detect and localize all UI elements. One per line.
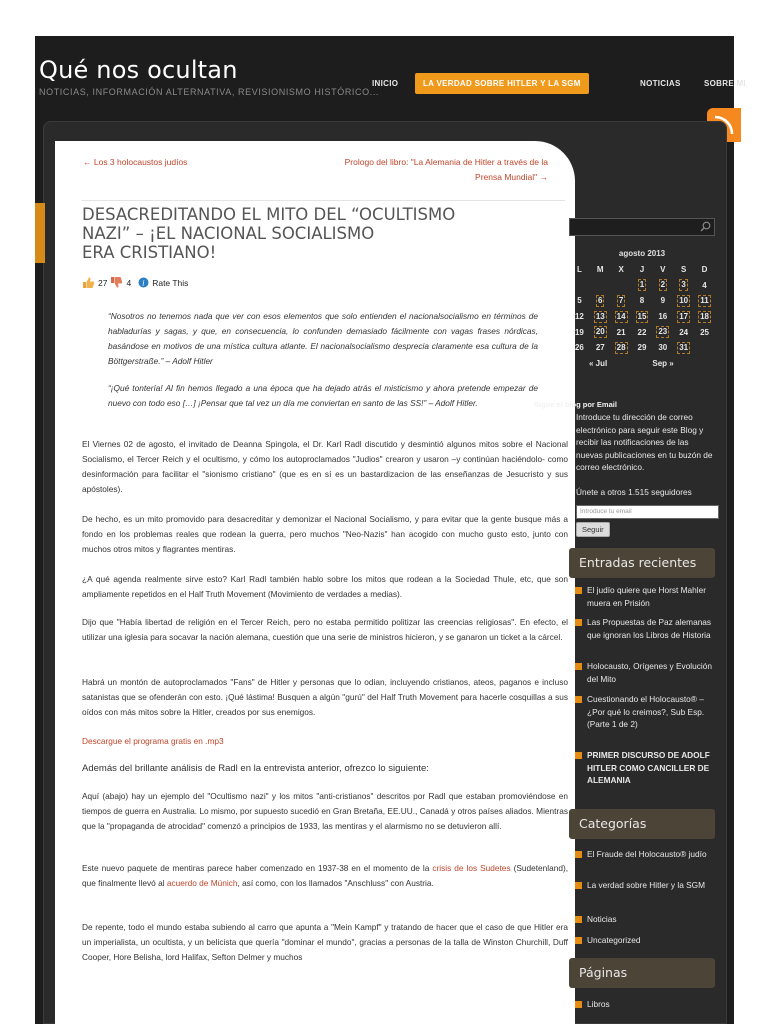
bullet-icon bbox=[575, 619, 582, 626]
recent-post-link[interactable]: Cuestionando el Holocausto® – ¿Por qué lo creimos?, Sub Esp. (Parte 1 de 2) bbox=[587, 694, 705, 729]
calendar-day-number: 27 bbox=[595, 343, 605, 353]
sudetes-crisis-link[interactable]: crisis de los Sudetes bbox=[432, 863, 511, 873]
paragraph-8-end: , así como, con los llamados "Anschluss" con Austria. bbox=[237, 878, 434, 888]
panel-tab-decoration bbox=[35, 203, 45, 263]
rate-this-link[interactable]: Rate This bbox=[152, 277, 189, 288]
calendar-day-link[interactable]: 10 bbox=[679, 295, 689, 305]
hitler-quote-1: “Nosotros no tenemos nada que ver con esos elementos que solo entienden el nacionalsocialismo en términos de habladurías y sagas, y que, en consecuencia, lo confunden demasiado fácilmente con vagas frases nórdicas, basándose en motivos de una mística cultura atlante. El nacionalsocialismo desprecia claramente esa cultura de la Böttgerstraße.” – Adolf Hitler bbox=[108, 311, 538, 366]
calendar-day[interactable] bbox=[673, 340, 694, 356]
site-title[interactable]: Qué nos ocultan bbox=[39, 56, 238, 84]
calendar-day bbox=[569, 309, 590, 325]
bullet-icon bbox=[575, 916, 582, 923]
paragraph-3: ¿A qué agenda realmente sirve esto? Karl Radl también hablo sobre los mitos que rodean a la Sociedad Thule, etc, que son ampliamente repetidos en el Half Truth Movement (Movimiento de verdades a medias). bbox=[82, 574, 568, 599]
paragraph-8-start: Este nuevo paquete de mentiras parece haber comenzado en 1937-38 en el momento de la bbox=[82, 863, 433, 873]
category-link[interactable]: El Fraude del Holocausto® judío bbox=[587, 849, 707, 859]
nav-verdad-hitler[interactable]: LA VERDAD SOBRE HITLER Y LA SGM bbox=[415, 73, 589, 94]
calendar-day bbox=[569, 278, 590, 294]
calendar-day[interactable] bbox=[611, 293, 632, 309]
calendar-day-link[interactable]: 14 bbox=[616, 311, 626, 321]
paragraph-7: Aquí (abajo) hay un ejemplo del "Ocultismo nazi" y los mitos "anti-cristianos" descritos por Radl que estaban promoviéndose en tiempos de guerra en Australia. Lo mismo, por supuesto sucedió en Gran Bretaña, EE.UU., Canadá y otros países aliados. Mientras que la "propaganda de atrocidad" comenzó a principios de 1933, las mentiras y el alarmismo no se detuvieron allí. bbox=[82, 791, 568, 831]
paragraph-8-middle: (Sudetenland), que finalmente llevó al bbox=[82, 863, 569, 888]
search-icon[interactable] bbox=[700, 221, 711, 232]
paragraph-8 bbox=[82, 861, 568, 891]
calendar-day-link[interactable]: 11 bbox=[700, 295, 709, 305]
nav-inicio[interactable]: INICIO bbox=[372, 79, 399, 88]
calendar-day-link[interactable]: 15 bbox=[637, 311, 647, 321]
calendar-next-month[interactable]: Sep » bbox=[652, 358, 674, 368]
calendar-day[interactable] bbox=[632, 278, 653, 294]
category-link[interactable]: La verdad sobre Hitler y la SGM bbox=[587, 880, 706, 890]
calendar-day-link[interactable]: 3 bbox=[681, 280, 686, 290]
calendar-day-number: 29 bbox=[637, 343, 647, 353]
calendar-day-number: 25 bbox=[700, 327, 709, 337]
post-title-line2: NAZI” – ¡EL NACIONAL SOCIALISMO bbox=[82, 224, 375, 243]
calendar-day-number: 16 bbox=[658, 312, 668, 322]
munich-agreement-link[interactable]: acuerdo de Múnich bbox=[166, 878, 238, 888]
calendar-day bbox=[652, 340, 673, 356]
calendar-day-link[interactable]: 23 bbox=[658, 327, 668, 337]
calendar-day bbox=[632, 324, 653, 340]
calendar-spacer bbox=[632, 356, 653, 372]
list-item[interactable] bbox=[575, 848, 713, 874]
calendar-day[interactable] bbox=[673, 278, 694, 294]
recent-post-link[interactable]: El judío quiere que Horst Mahler muera en Prisión bbox=[587, 585, 706, 608]
categories-list bbox=[575, 848, 713, 947]
paragraph-1: El Viernes 02 de agosto, el invitado de Deanna Spingola, el Dr. Karl Radl discutido y desmintió algunos mitos sobre el Nacional Socialismo, el Tercer Reich y el ocultismo, y cómo los autoproclamados "Judios" crearon y usaron –y continúan haciéndolo- como desinformación para facilitar el "sionismo cristiano" (que es en sí es un bastardizacion de las enseñanzas de Jesucristo y sus apóstoles). bbox=[82, 439, 568, 494]
recent-post-link[interactable]: PRIMER DISCURSO DE ADOLF HITLER COMO CANCILLER DE ALEMANIA bbox=[587, 750, 710, 785]
calendar-day[interactable] bbox=[590, 324, 611, 340]
site-description: NOTICIAS, INFORMACIÓN ALTERNATIVA, REVISIONISMO HISTÓRICO... bbox=[39, 87, 380, 97]
dislikes-count: 4 bbox=[126, 277, 132, 288]
recent-post-link[interactable]: Las Propuestas de Paz alemanas que ignoran los Libros de Historia bbox=[587, 617, 712, 640]
paragraph-9: De repente, todo el mundo estaba subiendo al carro que apunta a "Mein Kampf" y tratando de hacer que el caso de que Hitler era un imperialista, un ocultista, y un belicista que quería "dominar el mundo", gracias a personas de la talla de Winston Churchill, Duff Cooper, Hore Belisha, lord Halifax, Sefton Delmer y muchos bbox=[82, 922, 568, 962]
calendar-day[interactable] bbox=[611, 309, 632, 325]
calendar-day-link[interactable]: 17 bbox=[679, 311, 689, 321]
calendar-day[interactable] bbox=[673, 293, 694, 309]
next-post-line1: Prologo del libro: "La Alemania de Hitler a través de la bbox=[344, 157, 548, 167]
calendar-day-link[interactable]: 31 bbox=[679, 342, 689, 352]
site-frame bbox=[35, 36, 746, 1024]
svg-text:i: i bbox=[142, 278, 145, 288]
list-item[interactable] bbox=[575, 879, 713, 905]
calendar-day bbox=[694, 324, 715, 340]
list-item[interactable] bbox=[575, 934, 713, 947]
hitler-quote-2: “¡Qué tontería! Al fin hemos llegado a una época que ha dejado atrás el misticismo y ahora pretende empezar de nuevo con todo eso […] ¡Pensar que tal vez un día me conviertan en santo de las SS!” – Adolf Hitler. bbox=[108, 383, 538, 408]
calendar-day bbox=[569, 324, 590, 340]
bullet-icon bbox=[575, 587, 582, 594]
bullet-icon bbox=[575, 851, 582, 858]
calendar-weekday: M bbox=[596, 265, 604, 275]
bullet-icon bbox=[575, 1001, 582, 1008]
calendar-day[interactable] bbox=[652, 278, 673, 294]
list-item[interactable] bbox=[575, 998, 713, 1011]
category-link[interactable]: Uncategorized bbox=[587, 935, 641, 945]
calendar-day-number: 8 bbox=[639, 296, 645, 306]
calendar-day bbox=[569, 293, 590, 309]
calendar-day[interactable] bbox=[673, 309, 694, 325]
calendar-day bbox=[673, 324, 694, 340]
list-item[interactable] bbox=[575, 693, 713, 743]
calendar-day bbox=[590, 278, 611, 294]
calendar-weekday: V bbox=[660, 265, 666, 275]
post-title-line1: DESACREDITANDO EL MITO DEL “OCULTISMO bbox=[82, 205, 456, 224]
calendar-day[interactable] bbox=[694, 309, 715, 325]
calendar-day-number: 9 bbox=[660, 296, 666, 306]
calendar-day bbox=[611, 324, 632, 340]
bullet-icon bbox=[575, 663, 582, 670]
calendar-day[interactable] bbox=[590, 309, 611, 325]
category-link[interactable]: Noticias bbox=[587, 914, 617, 924]
calendar-day-link[interactable]: 20 bbox=[595, 327, 605, 337]
calendar-day-number: 4 bbox=[702, 280, 707, 290]
list-item[interactable] bbox=[575, 584, 713, 610]
paragraph-4: Dijo que "Había libertad de religión en el Tercer Reich, pero no estaba permitido politizar las creencias religiosas". En efecto, el utilizar una iglesia para socavar la nación alemana, cuestión que una serie de ministros hicieron, y se ganaron un ticket a la cárcel. bbox=[82, 617, 568, 642]
categories-title: Categorías bbox=[569, 809, 715, 839]
calendar-day[interactable] bbox=[611, 340, 632, 356]
calendar-day-link[interactable]: 6 bbox=[598, 295, 603, 305]
thumbs-up-icon[interactable] bbox=[82, 276, 95, 289]
list-item[interactable] bbox=[575, 660, 713, 686]
follow-button[interactable]: Seguir bbox=[576, 522, 610, 537]
prev-post-link[interactable]: ← Los 3 holocaustos judíos bbox=[83, 157, 188, 167]
calendar-day-link[interactable]: 1 bbox=[639, 280, 645, 290]
bullet-icon bbox=[575, 937, 582, 944]
nav-sobre-mi[interactable]: SOBRE MI bbox=[704, 79, 746, 88]
paragraph-5: Habrá un montón de autoproclamados "Fans" de Hitler y personas que lo odian, incluyendo cristianos, ateos, paganos e incluso satanistas que se ofenderán con esto. ¡Qué lástima! Busquen a algún "gurú" del Half Truth Movement para hacerle cosquillas a sus oídos con más mitos sobre la Hitler, creados por sus enemigos. bbox=[82, 677, 568, 717]
calendar-caption: agosto 2013 bbox=[618, 249, 666, 258]
calendar-weekday: S bbox=[680, 265, 687, 275]
paragraph-2: De hecho, es un mito promovido para desacreditar y demonizar el Nacional Socialismo, y para evitar que la gente busque más a fondo en los problemas reales que rodean la guerra, pero muchos "Neo-Nazis" han acogido con mucho gusto esto, junto con muchos otros mitos y flagrantes mentiras. bbox=[82, 514, 568, 554]
calendar-day bbox=[611, 278, 632, 294]
recent-post-link[interactable]: Holocausto, Orígenes y Evolución del Mito bbox=[587, 661, 712, 684]
calendar-day-number: 30 bbox=[658, 343, 668, 353]
next-post-link[interactable] bbox=[298, 155, 548, 185]
bullet-icon bbox=[575, 882, 582, 889]
paragraph-6: Además del brillante análisis de Radl en la entrevista anterior, ofrezco lo siguiente: bbox=[82, 763, 429, 774]
calendar-day-number: 19 bbox=[574, 327, 584, 337]
calendar-weekday: X bbox=[618, 265, 624, 275]
likes-count: 27 bbox=[98, 277, 108, 288]
calendar-prev-month[interactable]: « Jul bbox=[589, 358, 608, 368]
calendar-day[interactable] bbox=[590, 293, 611, 309]
calendar-day-number: 26 bbox=[574, 343, 584, 353]
recent-posts-title: Entradas recientes bbox=[569, 548, 715, 578]
calendar-day[interactable] bbox=[694, 293, 715, 309]
next-post-line2: Prensa Mundial" → bbox=[475, 172, 548, 182]
calendar-day bbox=[652, 293, 673, 309]
bullet-icon bbox=[575, 752, 582, 759]
calendar-day bbox=[632, 293, 653, 309]
calendar-day bbox=[569, 340, 590, 356]
calendar-day-link[interactable]: 13 bbox=[595, 311, 605, 321]
calendar-day-number: 5 bbox=[577, 296, 582, 306]
list-item[interactable] bbox=[575, 616, 713, 654]
calendar-weekday: J bbox=[639, 265, 645, 275]
thumbs-down-icon[interactable] bbox=[110, 276, 123, 289]
follower-count: Únete a otros 1.515 seguidores bbox=[576, 487, 692, 497]
recent-posts-list bbox=[575, 584, 713, 787]
calendar-day-link[interactable]: 28 bbox=[616, 342, 626, 352]
download-mp3-link[interactable]: Descargue el programa gratis en .mp3 bbox=[82, 736, 224, 746]
list-item[interactable] bbox=[575, 749, 713, 787]
calendar-day bbox=[694, 278, 715, 294]
follow-text: Introduce tu dirección de correo electrónico para seguir este Blog y recibir las notificaciones de las nuevas publicaciones en tu buzón de correo electrónico. bbox=[576, 412, 713, 472]
pages-list bbox=[575, 998, 713, 1011]
bullet-icon bbox=[575, 696, 582, 703]
calendar-day-link[interactable]: 7 bbox=[618, 295, 624, 305]
calendar-day bbox=[694, 340, 715, 356]
calendar-day-number: 21 bbox=[616, 327, 626, 337]
calendar-day-number: 24 bbox=[679, 327, 689, 337]
post-title bbox=[82, 205, 542, 262]
calendar-day-link[interactable]: 2 bbox=[660, 280, 666, 290]
title-divider bbox=[82, 200, 565, 201]
follow-title: Sigue el blog por Email bbox=[534, 400, 617, 409]
calendar bbox=[569, 262, 715, 371]
info-icon bbox=[138, 277, 149, 288]
calendar-day bbox=[652, 309, 673, 325]
search-input[interactable] bbox=[569, 218, 715, 236]
list-item[interactable] bbox=[575, 913, 713, 926]
page-link[interactable]: Libros bbox=[587, 999, 610, 1009]
calendar-day[interactable] bbox=[632, 309, 653, 325]
calendar-day-number: 12 bbox=[574, 312, 584, 322]
email-field[interactable]: Introduce tu email bbox=[576, 505, 719, 519]
calendar-day-number: 22 bbox=[637, 327, 647, 337]
pages-title: Páginas bbox=[569, 958, 715, 988]
calendar-day-link[interactable]: 18 bbox=[700, 311, 709, 321]
rating-bar bbox=[82, 276, 188, 289]
nav-noticias[interactable]: NOTICIAS bbox=[640, 79, 681, 88]
calendar-weekday: L bbox=[576, 265, 582, 275]
calendar-day bbox=[590, 340, 611, 356]
calendar-day[interactable] bbox=[652, 324, 673, 340]
post-title-line3: ERA CRISTIANO! bbox=[82, 243, 217, 262]
calendar-weekday: D bbox=[701, 265, 708, 275]
calendar-day bbox=[632, 340, 653, 356]
post-content bbox=[55, 141, 575, 1024]
